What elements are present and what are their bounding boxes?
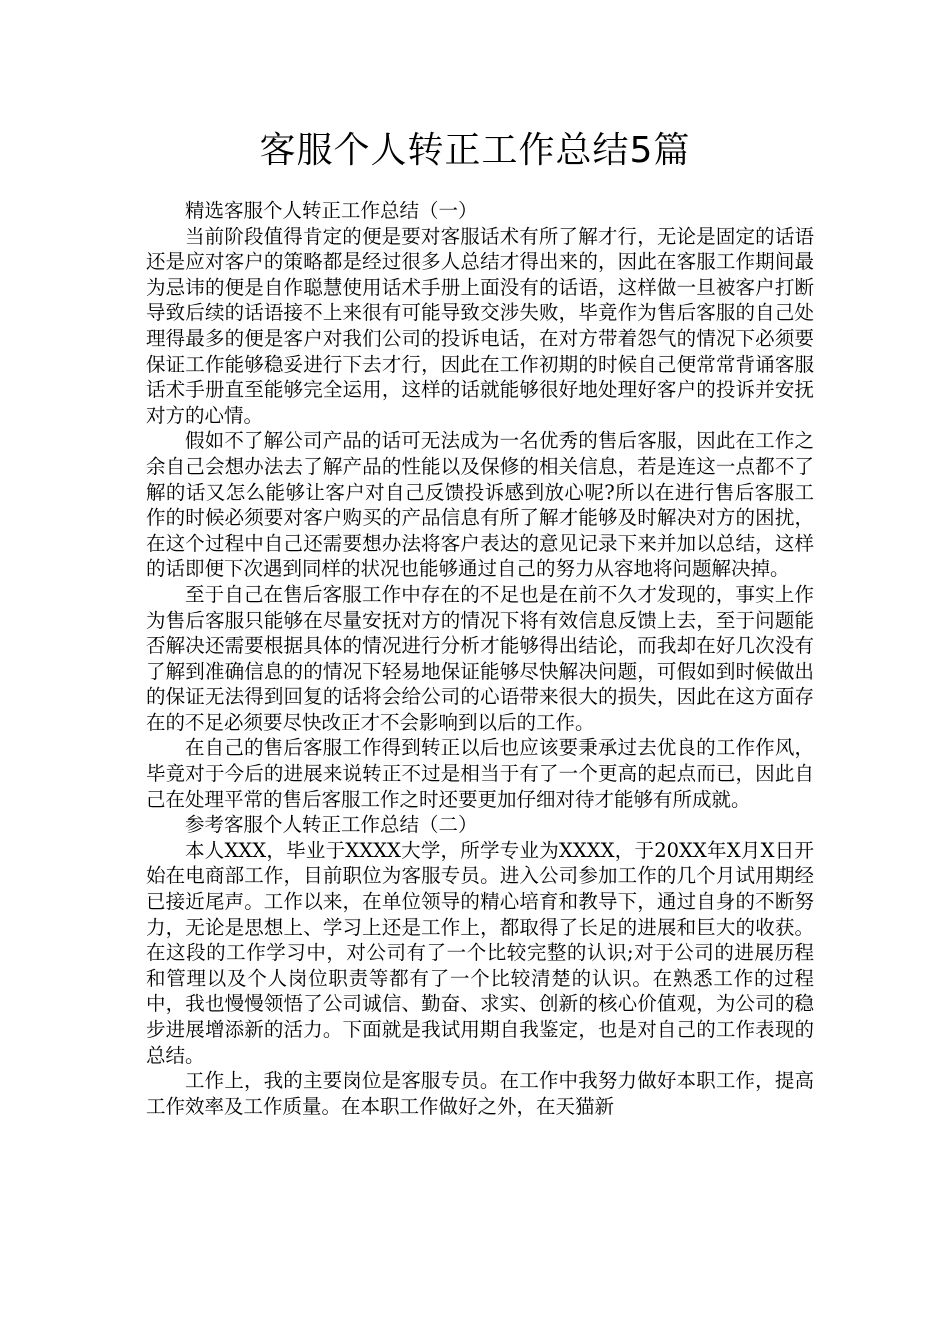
section-heading-2: 参考客服个人转正工作总结（二） — [185, 813, 478, 837]
section-heading-1: 精选客服个人转正工作总结（一） — [185, 199, 478, 222]
body-paragraph: 工作上，我的主要岗位是客服专员。在工作中我努力做好本职工作，提高工作效率及工作质量。在本职工作做好之外，在天猫新 — [146, 1069, 814, 1118]
body-paragraph: 在自己的售后客服工作得到转正以后也应该要秉承过去优良的工作作风，毕竟对于今后的进展来说转正不过是相当于有了一个更高的起点而已，因此自己在处理平常的售后客服工作之时还要更加仔细对待才能够有所成就。 — [146, 736, 814, 811]
body-paragraph: 当前阶段值得肯定的便是要对客服话术有所了解才行，无论是固定的话语还是应对客户的策略都是经过很多人总结才得出来的，因此在客服工作期间最为忌讳的便是自作聪慧使用话术手册上面没有的话语，这样做一旦被客户打断导致后续的话语接不上来很有可能导致交涉失败，毕竟作为售后客服的自己处理得最多的便是客户对我们公司的投诉电话，在对方带着怨气的情况下必须要保证工作能够稳妥进行下去才行，因此在工作初期的时候自己便常常背诵客服话术手册直至能够完全运用，这样的话就能够很好地处理好客户的投诉并安抚对方的心情。 — [146, 224, 814, 427]
document-body — [146, 198, 814, 1119]
body-paragraph: 至于自己在售后客服工作中存在的不足也是在前不久才发现的，事实上作为售后客服只能够在尽量安抚对方的情况下将有效信息反馈上去，至于问题能否解决还需要根据具体的情况进行分析才能够得出结论，而我却在好几次没有了解到准确信息的的情况下轻易地保证能够尽快解决问题，可假如到时候做出的保证无法得到回复的话将会给公司的心语带来很大的损失，因此在这方面存在的不足必须要尽快改正才不会影响到以后的工作。 — [146, 582, 814, 734]
body-paragraph: 假如不了解公司产品的话可无法成为一名优秀的售后客服，因此在工作之余自己会想办法去了解产品的性能以及保修的相关信息，若是连这一点都不了解的话又怎么能够让客户对自己反馈投诉感到放心呢?所以在进行售后客服工作的时候必须要对客户购买的产品信息有所了解才能够及时解决对方的困扰，在这个过程中自己还需要想办法将客户表达的意见记录下来并加以总结，这样的话即便下次遇到同样的状况也能够通过自己的努力从容地将问题解决掉。 — [146, 429, 814, 581]
document-title: 客服个人转正工作总结5篇 — [259, 130, 691, 171]
body-paragraph: 本人XXX，毕业于XXXX大学，所学专业为XXXX，于20XX年X月X日开始在电商部工作，目前职位为客服专员。进入公司参加工作的几个月试用期经已接近尾声。工作以来，在单位领导的精心培育和教导下，通过自身的不断努力，无论是思想上、学习上还是工作上，都取得了长足的进展和巨大的收获。在这段的工作学习中，对公司有了一个比较完整的认识;对于公司的进展历程和管理以及个人岗位职责等都有了一个比较清楚的认识。在熟悉工作的过程中，我也慢慢领悟了公司诚信、勤奋、求实、创新的核心价值观，为公司的稳步进展增添新的活力。下面就是我试用期自我鉴定，也是对自己的工作表现的总结。 — [146, 838, 814, 1067]
